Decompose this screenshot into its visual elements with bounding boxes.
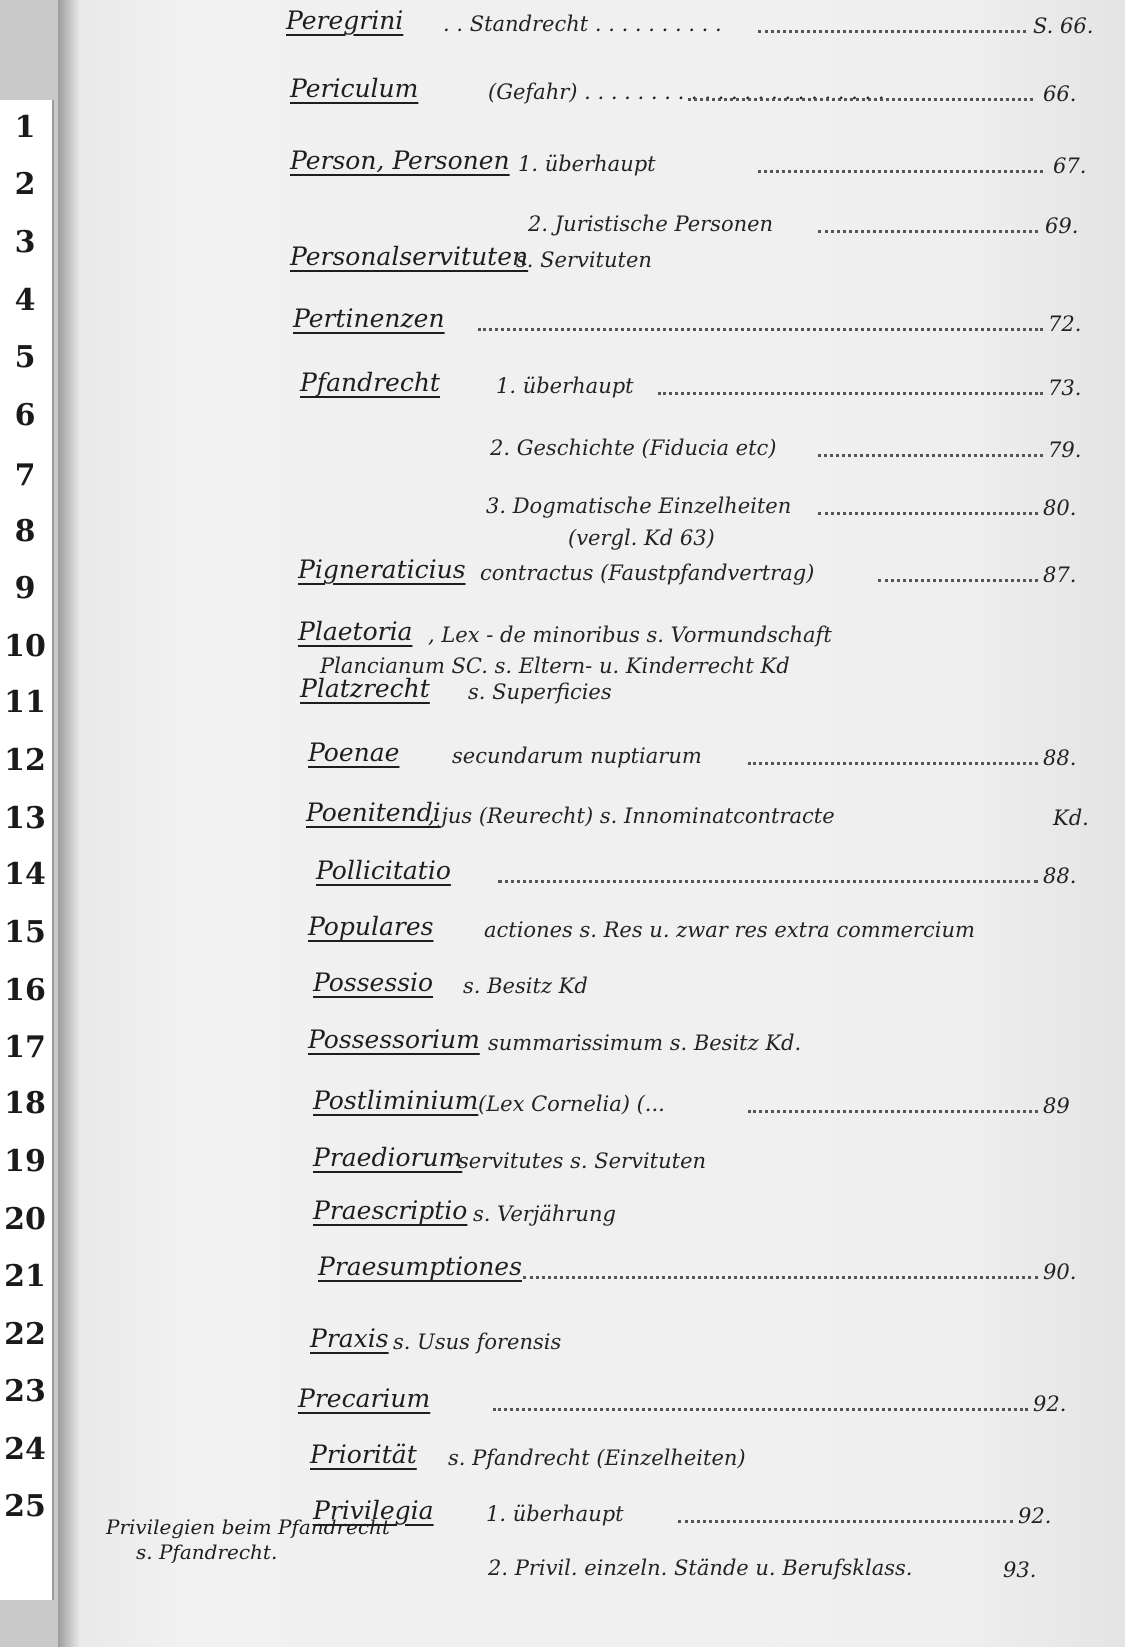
entry-heading: Poenae	[308, 738, 400, 767]
index-entry	[58, 912, 1125, 952]
line-number: 13	[4, 801, 46, 836]
line-number: 8	[14, 514, 36, 549]
line-number: 20	[4, 1202, 46, 1237]
line-number: 24	[4, 1432, 46, 1467]
entry-text: s. Superficies	[468, 680, 612, 704]
entry-text: s. Besitz Kd	[463, 974, 588, 998]
line-number: 2	[14, 167, 36, 202]
leader-dots	[658, 390, 1043, 395]
page-reference: 72.	[1048, 312, 1082, 336]
page-reference: 92.	[1033, 1392, 1067, 1416]
line-number: 17	[4, 1030, 46, 1065]
index-entry	[58, 1440, 1125, 1480]
entry-heading: Plaetoria	[298, 617, 413, 646]
line-number: 18	[4, 1086, 46, 1121]
page-reference: 73.	[1048, 376, 1082, 400]
index-entry	[58, 674, 1125, 714]
entry-text: (vergl. Kd 63)	[568, 526, 715, 550]
page-reference: 66.	[1043, 82, 1077, 106]
entry-text: secundarum nuptiarum	[452, 744, 702, 768]
entry-heading: Praxis	[310, 1324, 389, 1353]
entry-heading: Populares	[308, 912, 434, 941]
entry-text: 3. Dogmatische Einzelheiten	[486, 494, 792, 518]
leader-dots	[523, 1274, 1038, 1279]
entry-heading: Praediorum	[313, 1143, 463, 1172]
index-entry	[58, 6, 1125, 46]
index-entry	[58, 1086, 1125, 1126]
line-number: 16	[4, 973, 46, 1008]
entry-text: s. Pfandrecht (Einzelheiten)	[448, 1446, 746, 1470]
entry-heading: Praescriptio	[313, 1196, 468, 1225]
index-entry	[58, 206, 1125, 246]
page-reference: 92.	[1018, 1504, 1052, 1528]
leader-dots	[478, 326, 1043, 331]
margin-note-line-1: Privilegien beim Pfandrecht	[106, 1515, 390, 1539]
margin-note	[106, 1515, 390, 1565]
leader-dots	[878, 577, 1038, 582]
entry-text: actiones s. Res u. zwar res extra commercium	[484, 918, 975, 942]
leader-dots	[498, 878, 1038, 883]
entry-text: s. Servituten	[516, 248, 652, 272]
index-entry	[58, 242, 1125, 282]
entry-text: 1. überhaupt	[486, 1502, 624, 1526]
entry-text: servitutes s. Servituten	[458, 1149, 707, 1173]
page-reference: S. 66.	[1033, 14, 1094, 38]
leader-dots	[758, 28, 1026, 33]
index-entry	[58, 738, 1125, 778]
page-reference: 89	[1043, 1094, 1070, 1118]
entry-text: . . Standrecht . . . . . . . . . .	[443, 12, 722, 36]
entry-text: (Gefahr) . . . . . . . . . . . . . . . . . . . . . . .	[488, 80, 885, 104]
line-number: 14	[4, 857, 46, 892]
page-reference: Kd.	[1053, 806, 1089, 830]
index-entry	[58, 74, 1125, 114]
index-entry	[58, 555, 1125, 595]
entry-heading: Pfandrecht	[300, 368, 440, 397]
index-entry	[58, 146, 1125, 186]
leader-dots	[748, 760, 1038, 765]
entry-heading: Platzrecht	[300, 674, 430, 703]
entry-heading: Possessio	[313, 968, 434, 997]
entry-text: s. Verjährung	[473, 1202, 616, 1226]
index-entry	[58, 1252, 1125, 1292]
manuscript-page	[58, 0, 1125, 1647]
entry-text: Plancianum SC. s. Eltern- u. Kinderrecht Kd	[320, 654, 790, 678]
entry-heading: Peregrini	[286, 6, 404, 35]
index-entry	[58, 1025, 1125, 1065]
index-entry	[58, 368, 1125, 408]
page-reference: 90.	[1043, 1260, 1077, 1284]
entry-heading: Person, Personen	[290, 146, 510, 175]
index-entry	[58, 1143, 1125, 1183]
leader-dots	[818, 228, 1038, 233]
line-number: 22	[4, 1317, 46, 1352]
line-number: 6	[14, 398, 36, 433]
line-number: 7	[14, 458, 36, 493]
leader-dots	[748, 1108, 1038, 1113]
page-reference: 87.	[1043, 563, 1077, 587]
line-number: 9	[14, 571, 36, 606]
entry-heading: Pigneraticius	[298, 555, 466, 584]
entry-text: summarissimum s. Besitz Kd.	[488, 1031, 802, 1055]
line-number: 23	[4, 1374, 46, 1409]
entry-heading: Precarium	[298, 1384, 431, 1413]
line-number: 4	[14, 283, 36, 318]
entry-heading: Praesumptiones	[318, 1252, 522, 1281]
index-entry	[58, 304, 1125, 344]
leader-dots	[758, 168, 1043, 173]
line-number: 5	[14, 340, 36, 375]
index-entry	[58, 520, 1125, 560]
leader-dots	[493, 1406, 1028, 1411]
entry-heading: Priorität	[310, 1440, 417, 1469]
entry-text: 2. Privil. einzeln. Stände u. Berufsklass.	[488, 1556, 913, 1580]
entry-text: 1. überhaupt	[496, 374, 634, 398]
line-number: 3	[14, 225, 36, 260]
page-reference: 88.	[1043, 746, 1077, 770]
entry-heading: Postliminium	[313, 1086, 479, 1115]
entry-text: 1. überhaupt	[518, 152, 656, 176]
page-reference: 88.	[1043, 864, 1077, 888]
margin-note-line-2: s. Pfandrecht.	[136, 1540, 278, 1564]
index-entry	[58, 1324, 1125, 1364]
index-entry	[58, 1196, 1125, 1236]
line-number: 1	[14, 110, 36, 145]
index-entry	[58, 430, 1125, 470]
entry-text: (Lex Cornelia) (...	[478, 1092, 665, 1116]
entry-heading: Privilegia	[313, 1496, 434, 1525]
index-entry	[58, 968, 1125, 1008]
page-reference: 67.	[1053, 154, 1087, 178]
entry-heading: Pertinenzen	[293, 304, 445, 333]
line-number: 19	[4, 1144, 46, 1179]
entry-text: 2. Geschichte (Fiducia etc)	[490, 436, 777, 460]
line-number: 25	[4, 1489, 46, 1524]
leader-dots	[818, 452, 1043, 457]
entry-text: , jus (Reurecht) s. Innominatcontracte	[428, 804, 835, 828]
page-reference: 79.	[1048, 438, 1082, 462]
entry-heading: Pollicitatio	[316, 856, 451, 885]
entry-text: contractus (Faustpfandvertrag)	[480, 561, 815, 585]
entry-heading: Personalservituten	[290, 242, 529, 271]
line-number: 10	[4, 629, 46, 664]
line-number: 12	[4, 743, 46, 778]
leader-dots	[678, 1518, 1013, 1523]
leader-dots	[688, 96, 1033, 101]
index-entry	[58, 856, 1125, 896]
page-reference: 93.	[1003, 1558, 1037, 1582]
page-reference: 80.	[1043, 496, 1077, 520]
entry-heading: Poenitendi	[306, 798, 441, 827]
line-number: 21	[4, 1259, 46, 1294]
entry-heading: Possessorium	[308, 1025, 480, 1054]
page-reference: 69.	[1045, 214, 1079, 238]
entry-text: 2. Juristische Personen	[528, 212, 774, 236]
line-number: 11	[4, 685, 46, 720]
entry-heading: Periculum	[290, 74, 419, 103]
leader-dots	[818, 510, 1038, 515]
index-entry	[58, 798, 1125, 838]
index-entry	[58, 1384, 1125, 1424]
entry-text: s. Usus forensis	[393, 1330, 562, 1354]
line-number: 15	[4, 915, 46, 950]
entry-text: , Lex - de minoribus s. Vormundschaft	[428, 623, 832, 647]
